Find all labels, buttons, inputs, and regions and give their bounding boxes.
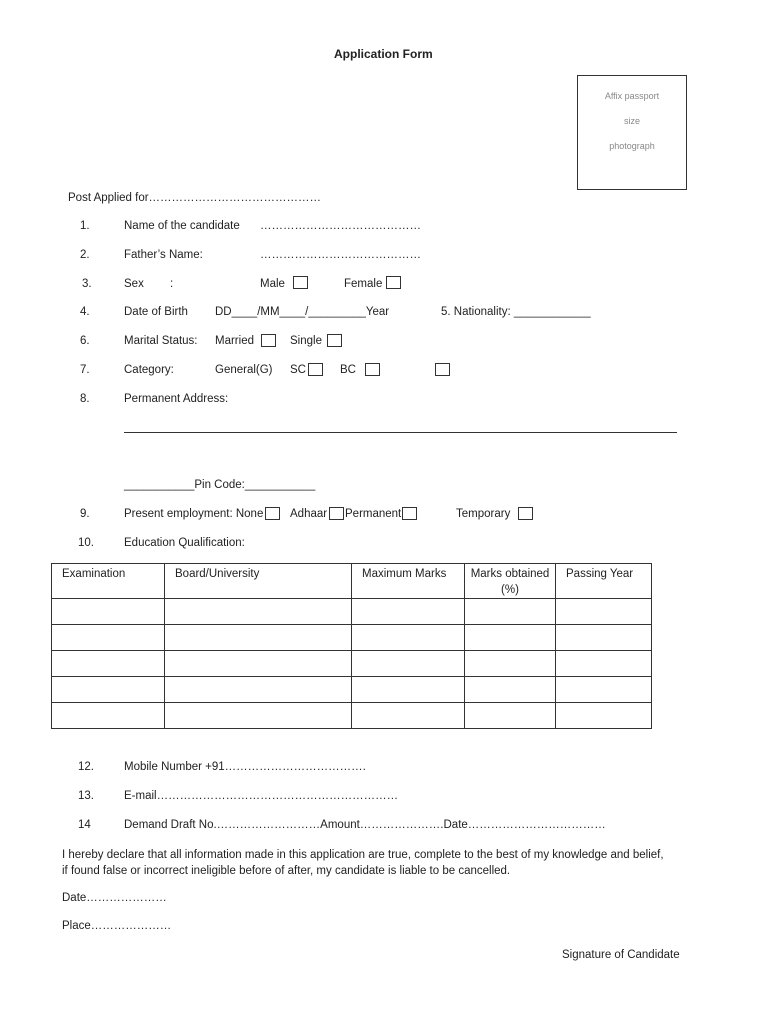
table-cell[interactable]: [352, 703, 465, 729]
sc-label: SC: [290, 364, 306, 376]
header-board-university: Board/University: [165, 564, 352, 599]
table-row: [52, 599, 652, 625]
dob-label: Date of Birth: [124, 306, 188, 318]
present-employment-label: Present employment: None: [124, 508, 264, 520]
signature-label: Signature of Candidate: [562, 949, 680, 961]
email-field[interactable]: E-mail………………………………………………………: [124, 790, 399, 802]
field-number: 14: [78, 819, 91, 831]
sex-colon: :: [170, 278, 174, 290]
table-row: [52, 703, 652, 729]
none-checkbox[interactable]: [265, 507, 280, 520]
field-number: 3.: [82, 278, 92, 290]
header-marks-obtained: Marks obtained (%): [465, 564, 556, 599]
field-number: 12.: [78, 761, 94, 773]
header-passing-year: Passing Year: [556, 564, 652, 599]
temporary-label: Temporary: [456, 508, 511, 520]
married-label: Married: [215, 335, 254, 347]
post-applied-field[interactable]: Post Applied for………………………………………: [68, 192, 322, 204]
nationality-field[interactable]: 5. Nationality: ____________: [441, 306, 591, 318]
table-cell[interactable]: [465, 651, 556, 677]
table-cell[interactable]: [556, 651, 652, 677]
father-name-label: Father’s Name:: [124, 249, 203, 261]
married-checkbox[interactable]: [261, 334, 276, 347]
table-cell[interactable]: [52, 599, 165, 625]
header-examination: Examination: [52, 564, 165, 599]
marital-status-label: Marital Status:: [124, 335, 198, 347]
table-cell[interactable]: [165, 599, 352, 625]
permanent-label: Permanent: [345, 508, 402, 520]
field-number: 6.: [80, 335, 90, 347]
candidate-name-label: Name of the candidate: [124, 220, 240, 232]
table-cell[interactable]: [52, 625, 165, 651]
table-cell[interactable]: [556, 599, 652, 625]
father-name-field[interactable]: ……………………………………: [260, 249, 421, 261]
field-number: 7.: [80, 364, 90, 376]
bc-label: BC: [340, 364, 356, 376]
permanent-checkbox[interactable]: [402, 507, 417, 520]
pin-code-field[interactable]: ___________Pin Code:___________: [124, 479, 316, 491]
category-label: Category:: [124, 364, 174, 376]
table-cell[interactable]: [352, 599, 465, 625]
table-cell[interactable]: [465, 677, 556, 703]
male-label: Male: [260, 278, 285, 290]
adhaar-checkbox[interactable]: [329, 507, 344, 520]
education-table: [51, 563, 652, 729]
table-cell[interactable]: [556, 703, 652, 729]
table-cell[interactable]: [52, 651, 165, 677]
declaration-line2: if found false or incorrect ineligible before of after, my candidate is liable to be cancelled.: [62, 865, 511, 877]
table-cell[interactable]: [52, 677, 165, 703]
field-number: 4.: [80, 306, 90, 318]
table-cell[interactable]: [165, 703, 352, 729]
dob-field[interactable]: DD____/MM____/_________Year: [215, 306, 390, 318]
table-cell[interactable]: [52, 703, 165, 729]
table-cell[interactable]: [165, 651, 352, 677]
table-cell[interactable]: [465, 599, 556, 625]
mobile-number-field[interactable]: Mobile Number +91……………………………….: [124, 761, 366, 773]
demand-draft-field[interactable]: Demand Draft No.………………………Amount………………….Date………………………………: [124, 819, 606, 831]
table-cell[interactable]: [165, 677, 352, 703]
table-cell[interactable]: [352, 651, 465, 677]
permanent-address-label: Permanent Address:: [124, 393, 229, 405]
table-cell[interactable]: [352, 625, 465, 651]
address-line[interactable]: [124, 432, 677, 433]
field-number: 10.: [78, 537, 94, 549]
sex-label: Sex: [124, 278, 144, 290]
table-cell[interactable]: [352, 677, 465, 703]
field-number: 1.: [80, 220, 90, 232]
field-number: 8.: [80, 393, 90, 405]
single-checkbox[interactable]: [327, 334, 342, 347]
temporary-checkbox[interactable]: [518, 507, 533, 520]
sc-checkbox[interactable]: [308, 363, 323, 376]
field-number: 2.: [80, 249, 90, 261]
declaration-line1: I hereby declare that all information made in this application are true, complete to the best of my knowledge and belief,: [62, 849, 664, 861]
photo-label-line3: photograph: [609, 141, 655, 151]
date-field[interactable]: Date…………………: [62, 892, 167, 904]
single-label: Single: [290, 335, 322, 347]
field-number: 9.: [80, 508, 90, 520]
female-label: Female: [344, 278, 383, 290]
table-header-row: [52, 564, 652, 599]
male-checkbox[interactable]: [293, 276, 308, 289]
form-title: Application Form: [334, 47, 433, 61]
header-maximum-marks: Maximum Marks: [352, 564, 465, 599]
education-qualification-label: Education Qualification:: [124, 537, 245, 549]
table-cell[interactable]: [556, 625, 652, 651]
photo-box[interactable]: [577, 75, 687, 190]
table-row: [52, 677, 652, 703]
table-cell[interactable]: [556, 677, 652, 703]
category-other-checkbox[interactable]: [435, 363, 450, 376]
female-checkbox[interactable]: [386, 276, 401, 289]
photo-label-line2: size: [623, 116, 640, 126]
bc-checkbox[interactable]: [365, 363, 380, 376]
place-field[interactable]: Place…………………: [62, 920, 172, 932]
table-cell[interactable]: [165, 625, 352, 651]
field-number: 13.: [78, 790, 94, 802]
adhaar-label: Adhaar: [290, 508, 328, 520]
general-label: General(G): [215, 364, 273, 376]
table-row: [52, 625, 652, 651]
table-cell[interactable]: [465, 703, 556, 729]
photo-label-line1: Affix passport: [604, 91, 660, 101]
table-cell[interactable]: [465, 625, 556, 651]
table-row: [52, 651, 652, 677]
candidate-name-field[interactable]: ……………………………………: [260, 220, 421, 232]
